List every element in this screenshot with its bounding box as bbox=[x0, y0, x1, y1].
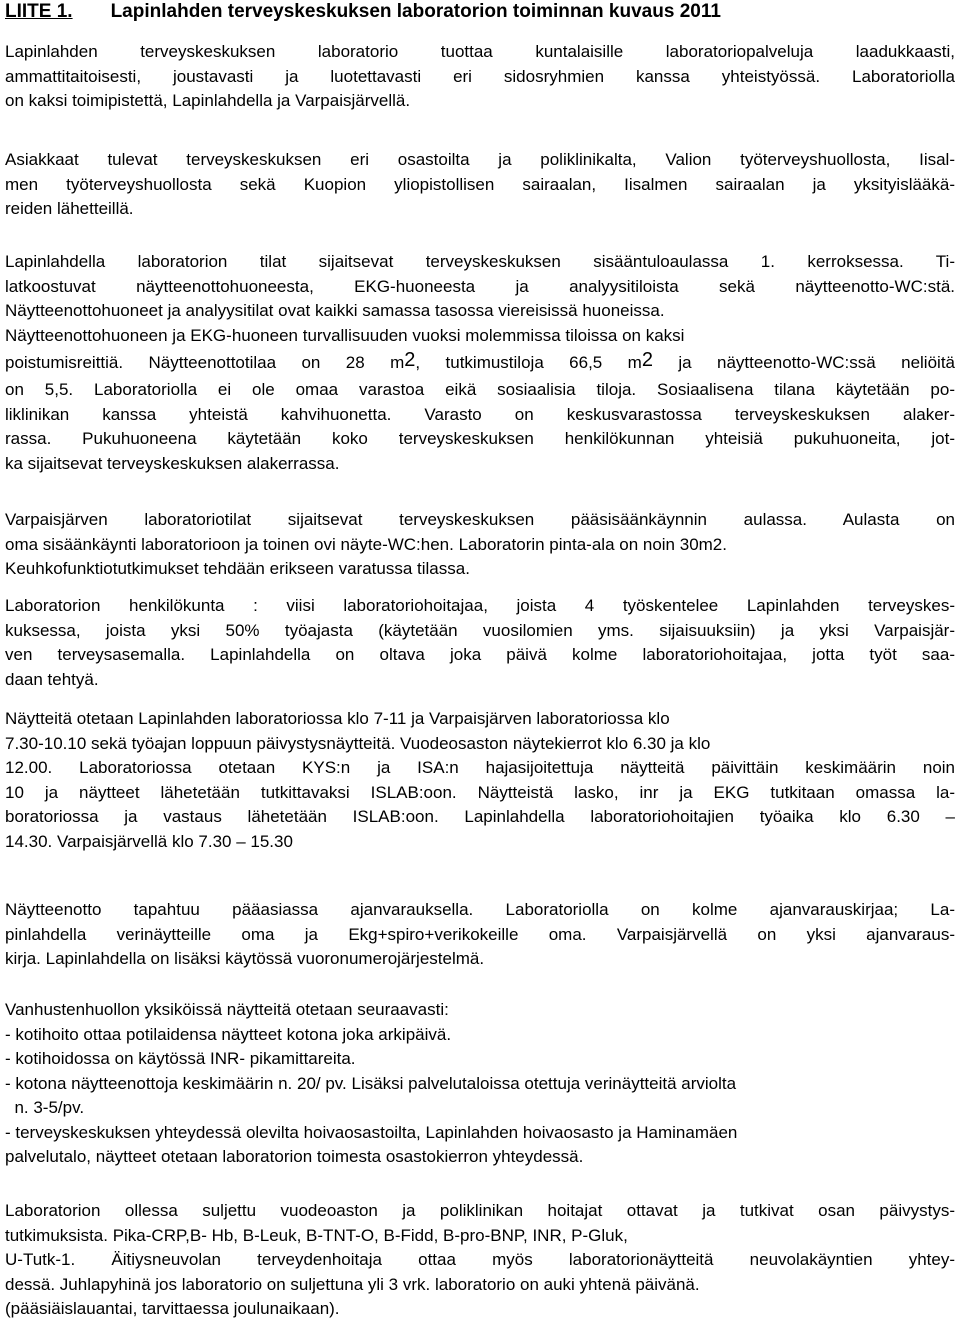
text-line: 14.30. Varpaisjärvellä klo 7.30 – 15.30 bbox=[5, 831, 293, 851]
text-line: (pääsiäislauantai, tarvittaessa joulunaikaan). bbox=[5, 1299, 340, 1318]
text-line: Varpaisjärven laboratoriotilat sijaitsevat terveyskeskuksen pääsisäänkäynnin aulassa. Aulasta on bbox=[5, 510, 955, 529]
paragraph-elderly-care bbox=[5, 998, 955, 1170]
text-line: reiden lähetteillä. bbox=[5, 199, 134, 218]
text-line: Laboratorion henkilökunta : viisi laboratoriohoitajaa, joista 4 työskentelee Lapinlahden terveyskes- bbox=[5, 596, 955, 615]
text-line: Laboratorion ollessa suljettu vuodeoaston ja poliklinikan hoitajat ottavat ja tutkivat osan päivystys- bbox=[5, 1201, 955, 1220]
attachment-label: LIITE 1. bbox=[5, 1, 73, 22]
text-line: ammattitaitoisesti, joustavasti ja luotettavasti eri sidosryhmien kanssa yhteistyössä. Laboratoriolla bbox=[5, 66, 955, 86]
text-line: Näytteenottohuoneen ja EKG-huoneen turvallisuuden vuoksi molemmissa tiloissa on kaksi bbox=[5, 325, 685, 345]
text-line: Vanhustenhuollon yksiköissä näytteitä otetaan seuraavasti: bbox=[5, 1000, 449, 1019]
list-item: - kotona näytteenottoja keskimäärin n. 20/ pv. Lisäksi palvelutaloissa otettuja verinäytteitä arviolta bbox=[5, 1073, 737, 1093]
paragraph-staff bbox=[5, 594, 955, 692]
text-line: liklinikan kanssa yhteistä kahvihuonetta. Varasto on keskusvarastossa terveyskeskuksen alaker- bbox=[5, 404, 955, 424]
paragraph-intro bbox=[5, 40, 955, 114]
list-item: - kotihoito ottaa potilaidensa näytteet kotona joka arkipäivä. bbox=[5, 1024, 452, 1044]
paragraph-lapinlahti-premises bbox=[5, 250, 955, 476]
document-heading bbox=[5, 0, 721, 24]
text-line: men työterveyshuollosta sekä Kuopion yliopistollisen sairaalan, Iisalmen sairaalan ja yksityislääkä- bbox=[5, 174, 955, 194]
text-line: Näytteenotto tapahtuu pääasiassa ajanvarauksella. Laboratoriolla on kolme ajanvarauskirjaa; La- bbox=[5, 900, 955, 919]
text-line: 12.00. Laboratoriossa otetaan KYS:n ja ISA:n hajasijoitettuja näytteitä päivittäin keskimäärin noin bbox=[5, 758, 955, 777]
paragraph-sampling-times bbox=[5, 707, 955, 854]
paragraph-closed-hours bbox=[5, 1199, 955, 1322]
text-line: pinlahdella verinäytteille oma ja Ekg+spiro+verikokeille oma. Varpaisjärvellä on yksi ajanvaraus- bbox=[5, 924, 955, 944]
text-line: kirja. Lapinlahdella on lisäksi käytössä vuoronumerojärjestelmä. bbox=[5, 949, 485, 968]
text-line: boratoriossa ja vastaus lähetetään ISLAB:oon. Lapinlahdella laboratoriohoitajien työaika klo 6.30 – bbox=[5, 807, 955, 826]
text-line: kuksessa, joista yksi 50% työajasta (käytetään vuosilomien yms. sijaisuuksiin) ja yksi Varpaisjär- bbox=[5, 620, 955, 640]
text-line: Lapinlahdella laboratorion tilat sijaitsevat terveyskeskuksen sisääntuloaulassa 1. kerroksessa. Ti- bbox=[5, 252, 955, 271]
document-title: Lapinlahden terveyskeskuksen laboratorion toiminnan kuvaus 2011 bbox=[110, 1, 721, 22]
list-item: - terveyskeskuksen yhteydessä olevilta hoivaosastoilta, Lapinlahden hoivaosasto ja Haminamäen bbox=[5, 1122, 738, 1142]
list-item: - kotihoidossa on käytössä INR- pikamittareita. bbox=[5, 1049, 356, 1068]
paragraph-appointments bbox=[5, 898, 955, 972]
text-line: tutkimuksista. Pika-CRP,B- Hb, B-Leuk, B-TNT-O, B-Fidd, B-pro-BNP, INR, P-Gluk, bbox=[5, 1225, 628, 1245]
text-line: 7.30-10.10 sekä työajan loppuun päivystysnäytteitä. Vuodeosaston näytekierrot klo 6.30 ja klo bbox=[5, 733, 711, 753]
text-line: Asiakkaat tulevat terveyskeskuksen eri osastoilta ja poliklinikalta, Valion työterveyshuollosta, Iisal- bbox=[5, 150, 955, 169]
list-item-continuation: n. 3-5/pv. bbox=[5, 1098, 85, 1117]
text-line: U-Tutk-1. Äitiysneuvolan terveydenhoitaja ottaa myös laboratorionäytteitä neuvolakäyntien yhtey- bbox=[5, 1250, 955, 1269]
text-line: Näytteenottohuoneet ja analyysitilat ovat kaikki samassa tasossa viereisissä huoneissa. bbox=[5, 301, 665, 320]
list-item-continuation: palvelutalo, näytteet otetaan laboratorion toimesta osastokierron yhteydessä. bbox=[5, 1147, 584, 1166]
text-line: 10 ja näytteet lähetetään tutkittavaksi ISLAB:oon. Näytteistä lasko, inr ja EKG tutkitaan omassa la- bbox=[5, 782, 955, 802]
text-line: latkoostuvat näytteenottohuoneesta, EKG-huoneesta ja analyysitiloista sekä näytteenotto-WC:stä. bbox=[5, 276, 955, 296]
paragraph-clients bbox=[5, 148, 955, 222]
text-line: ven terveysasemalla. Lapinlahdella on oltava joka päivä kolme laboratoriohoitajaa, jotta työt saa- bbox=[5, 645, 955, 664]
text-line: oma sisäänkäynti laboratorioon ja toinen ovi näyte-WC:hen. Laboratorin pinta-ala on noin 30m2. bbox=[5, 534, 727, 554]
text-line: Näytteitä otetaan Lapinlahden laboratoriossa klo 7-11 ja Varpaisjärven laboratoriossa klo bbox=[5, 709, 670, 728]
text-line: on kaksi toimipistettä, Lapinlahdella ja Varpaisjärvellä. bbox=[5, 91, 411, 110]
text-line: on 5,5. Laboratoriolla ei ole omaa varastoa eikä sosiaalisia tiloja. Sosiaalisena tilana käytetään po- bbox=[5, 380, 955, 399]
text-line: ka sijaitsevat terveyskeskuksen alakerrassa. bbox=[5, 453, 340, 473]
text-line: rassa. Pukuhuoneena käytetään koko terveyskeskuksen henkilökunnan yhteisiä pukuhuoneita, jot- bbox=[5, 429, 955, 448]
text-line-with-superscripts: poistumisreittiä. Näytteenottotilaa on 28 $m^2$, tutkimustiloja 66,5 $m^2$ ja näytteenotto-WC:ssä neliöitä bbox=[5, 349, 955, 372]
text-line: Lapinlahden terveyskeskuksen laboratorio tuottaa kuntalaisille laboratoriopalveluja laadukkaasti, bbox=[5, 42, 955, 61]
text-line: dessä. Juhlapyhinä jos laboratorio on suljettuna yli 3 vrk. laboratorio on auki yhtenä päivänä. bbox=[5, 1274, 700, 1294]
text-line: daan tehtyä. bbox=[5, 669, 99, 689]
paragraph-varpaisjarvi-premises bbox=[5, 508, 955, 582]
text-line: Keuhkofunktiotutkimukset tehdään erikseen varatussa tilassa. bbox=[5, 559, 470, 578]
